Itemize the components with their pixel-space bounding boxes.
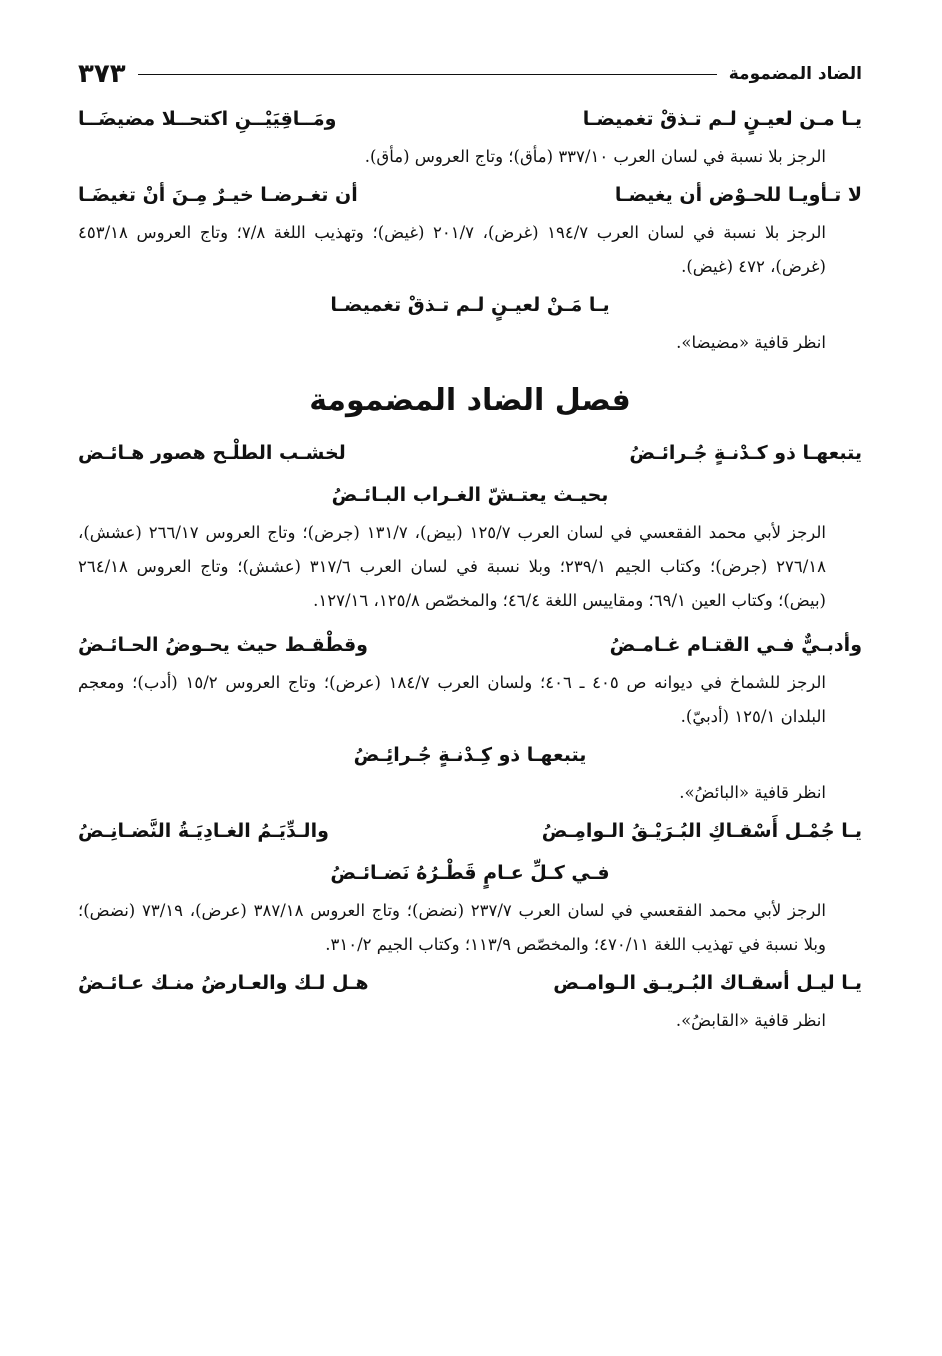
page-number: ٣٧٣ <box>78 59 126 89</box>
book-page <box>78 50 862 1356</box>
running-title: الضاد المضمومة <box>728 64 862 84</box>
source-note: الرجز بلا نسبة في لسان العرب ٣٣٧/١٠ (مأق)؛ وتاج العروس (مأق). <box>364 147 826 166</box>
cross-reference: انظر قافية «مضيضا». <box>676 333 826 352</box>
hemistich-center: بحيـث يعتـشّ الغـراب البـائـضُ <box>331 484 609 506</box>
verse-line <box>78 474 862 516</box>
hemistich-left: ومَــاقِيَيْــنِ اكتحــلا مضيضَــا <box>78 108 337 130</box>
hemistich-center: يتبعهـا ذو كِـدْنـةٍ جُـرائِـضُ <box>353 744 587 766</box>
verse-line <box>78 852 862 894</box>
hemistich-left: وقطْقـط حيث يحـوضُ الحـائـضُ <box>78 634 368 656</box>
source-note: الرجز بلا نسبة في لسان العرب ١٩٤/٧ (غرض)، ٢٠١/٧ (غيض)؛ وتهذيب اللغة ٧/٨؛ وتاج العروس ٤٥٣/١٨ (غرض)، ٤٧٢ (غيض). <box>78 223 826 276</box>
verse-line <box>78 624 862 666</box>
hemistich-center: فـي كـلِّ عـامٍ قَطْـرُهُ نَضـائـضُ <box>330 862 610 884</box>
verse-line <box>78 174 862 216</box>
section-heading: فصل الضاد المضمومة <box>309 383 631 418</box>
verse-line <box>78 962 862 1004</box>
verse-line <box>78 810 862 852</box>
hemistich-right: يـا مـن لعيـنٍ لـم تـذقْ تغميضـا <box>582 108 862 130</box>
hemistich-left: لخشـب الطلْـح هصور هـائـض <box>78 442 346 464</box>
hemistich-right: يـا ليـل أسقـاك البُـريـق الـوامـض <box>553 972 862 994</box>
cross-reference: انظر قافية «البائضُ». <box>679 783 826 802</box>
hemistich-right: لا تـأويـا للحـوْض أن يغيضـا <box>614 184 862 206</box>
verse-line <box>78 98 862 140</box>
hemistich-left: أن تغـرضـا خيـرٌ مِـنَ أنْ تغيضَـا <box>78 184 358 206</box>
source-note: الرجز للشماخ في ديوانه ص ٤٠٥ ـ ٤٠٦؛ ولسان العرب ١٨٤/٧ (عرض)؛ وتاج العروس ١٥/٢ (أدب)؛ ومعجم البلدان ١٢٥/١ (أدبيّ). <box>78 673 826 726</box>
hemistich-right: وأدبـيٌّ فـي القتـام غـامـضُ <box>609 634 862 656</box>
hemistich-center: يـا مَـنْ لعيـنٍ لـم تـذقْ تغميضـا <box>330 294 610 316</box>
hemistich-right: يتبعهـا ذو كـدْنـةٍ جُـرائـضُ <box>629 442 862 464</box>
source-note: الرجز لأبي محمد الفقعسي في لسان العرب ٢٣٧/٧ (نضض)؛ وتاج العروس ٣٨٧/١٨ (عرض)، ٧٣/١٩ (نضض)؛ وبلا نسبة في تهذيب اللغة ٤٧٠/١١؛ والمخصّص ١١٣/٩؛ وكتاب الجيم ٣١٠/٢. <box>78 901 827 954</box>
verse-line <box>78 734 862 776</box>
header-rule <box>138 74 717 75</box>
source-note: الرجز لأبي محمد الفقعسي في لسان العرب ١٢٥/٧ (بيض)، ١٣١/٧ (جرض)؛ وتاج العروس ٢٦٦/١٧ (عشش)، ٢٧٦/١٨ (جرض)؛ وكتاب الجيم ٢٣٩/١؛ وبلا نسبة في لسان العرب ٣١٧/٦ (عشش)؛ وتاج العروس ٢٦٤/١٨ (بيض)؛ وكتاب العين ٦٩/١؛ ومقاييس اللغة ٤٦/٤؛ والمخصّص ١٢٥/٨، ١٢٧/١٦. <box>78 523 827 610</box>
hemistich-left: والـدِّيَـمُ الغـادِيَـةُ النَّضـانِـضُ <box>78 820 329 842</box>
verse-line <box>78 432 862 474</box>
hemistich-left: هـل لـك والعـارضُ منـك عـائـضُ <box>78 972 369 994</box>
verse-line <box>78 284 862 326</box>
hemistich-right: يـا جُمْـل أَسْقـاكِ البُـرَيْـقُ الـوامِـضُ <box>541 820 862 842</box>
cross-reference: انظر قافية «القابضُ». <box>675 1011 826 1030</box>
page-header <box>78 50 862 98</box>
